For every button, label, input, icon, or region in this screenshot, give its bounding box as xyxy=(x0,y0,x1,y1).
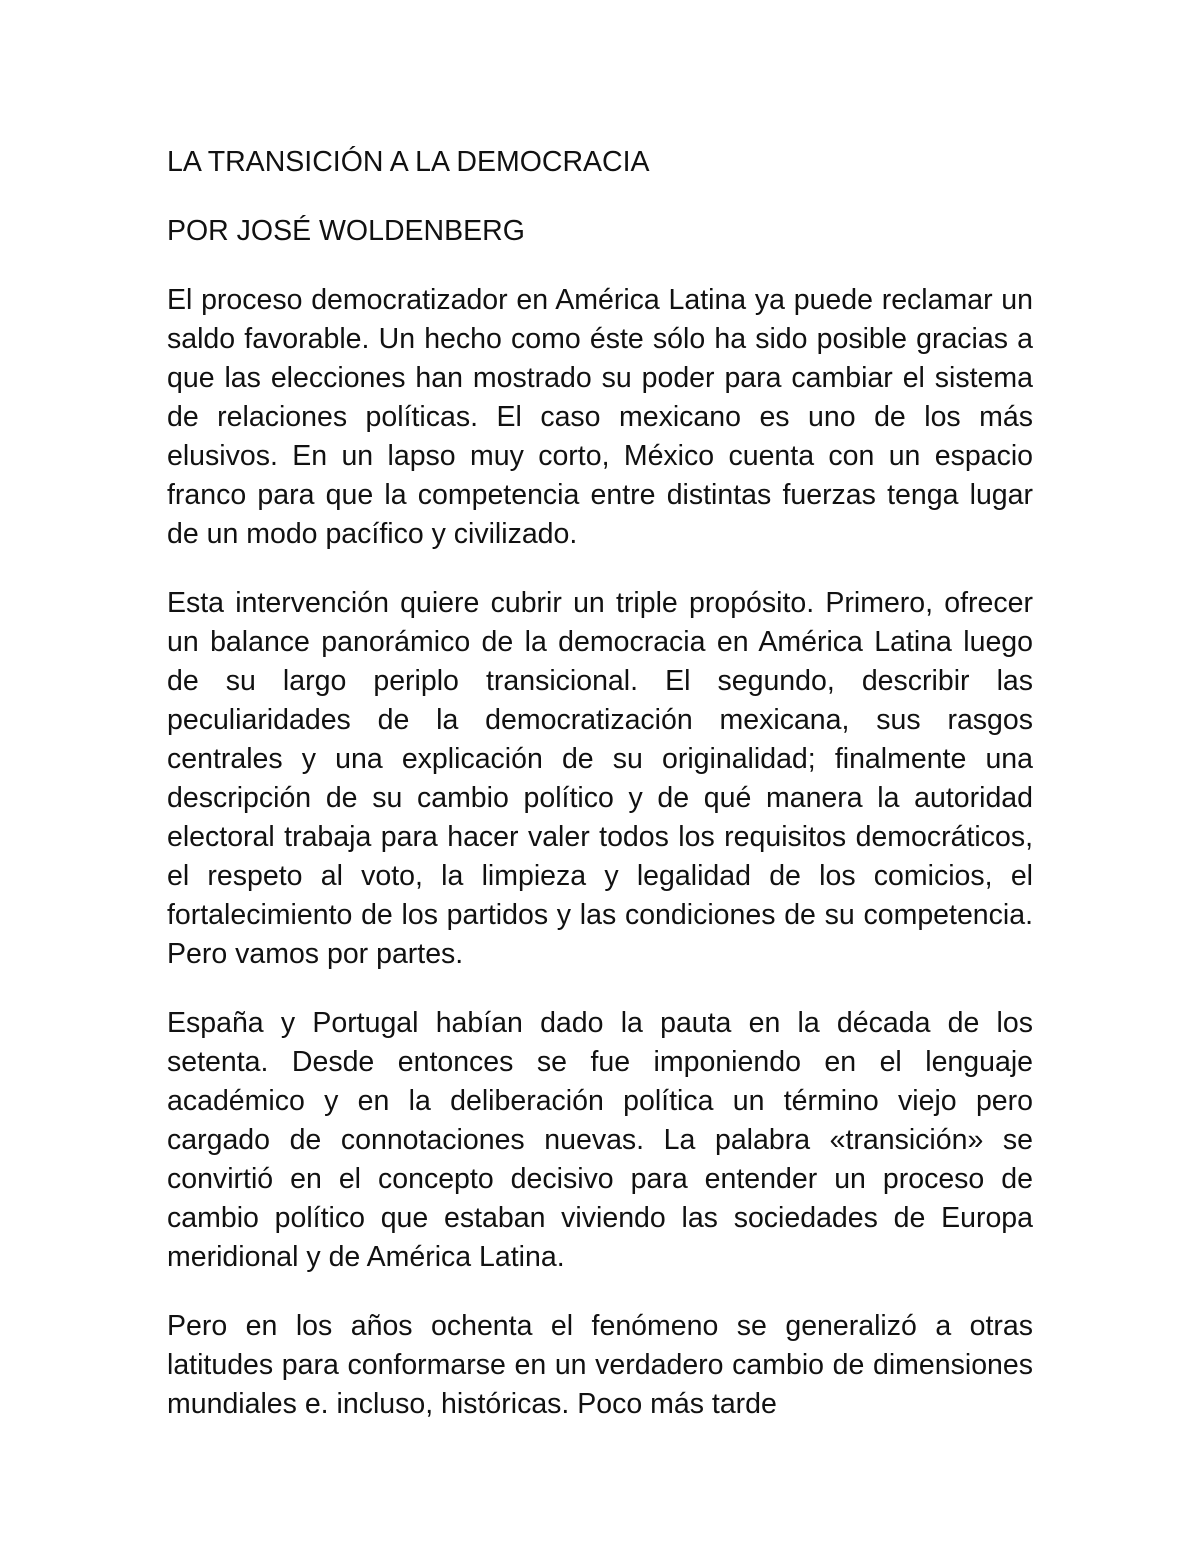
paragraph-3: España y Portugal habían dado la pauta en la década de los setenta. Desde entonces se fue imponiendo en el lenguaje académico y en la deliberación política un término viejo pero cargado de connotaciones nuevas. La palabra «transición» se convirtió en el concepto decisivo para entender un proceso de cambio político que estaban viviendo las sociedades de Europa meridional y de América Latina. xyxy=(167,1007,1033,1273)
paragraph-1: El proceso democratizador en América Latina ya puede reclamar un saldo favorable. Un hecho como éste sólo ha sido posible gracias a que las elecciones han mostrado su poder para cambiar el sistema de relaciones políticas. El caso mexicano es uno de los más elusivos. En un lapso muy corto, México cuenta con un espacio franco para que la competencia entre distintas fuerzas tenga lugar de un modo pacífico y civilizado. xyxy=(167,284,1033,550)
document-author: POR JOSÉ WOLDENBERG xyxy=(167,215,525,247)
paragraph-2: Esta intervención quiere cubrir un triple propósito. Primero, ofrecer un balance panorámico de la democracia en América Latina luego de su largo periplo transicional. El segundo, describir las peculiaridades de la democratización mexicana, sus rasgos centrales y una explicación de su originalidad; finalmente una descripción de su cambio político y de qué manera la autoridad electoral trabaja para hacer valer todos los requisitos democráticos, el respeto al voto, la limpieza y legalidad de los comicios, el fortalecimiento de los partidos y las condiciones de su competencia. Pero vamos por partes. xyxy=(167,587,1033,970)
document-body xyxy=(167,143,1033,1424)
paragraph-4: Pero en los años ochenta el fenómeno se generalizó a otras latitudes para conformarse en un verdadero cambio de dimensiones mundiales e. incluso, históricas. Poco más tarde xyxy=(167,1310,1033,1420)
document-title: LA TRANSICIÓN A LA DEMOCRACIA xyxy=(167,146,650,178)
